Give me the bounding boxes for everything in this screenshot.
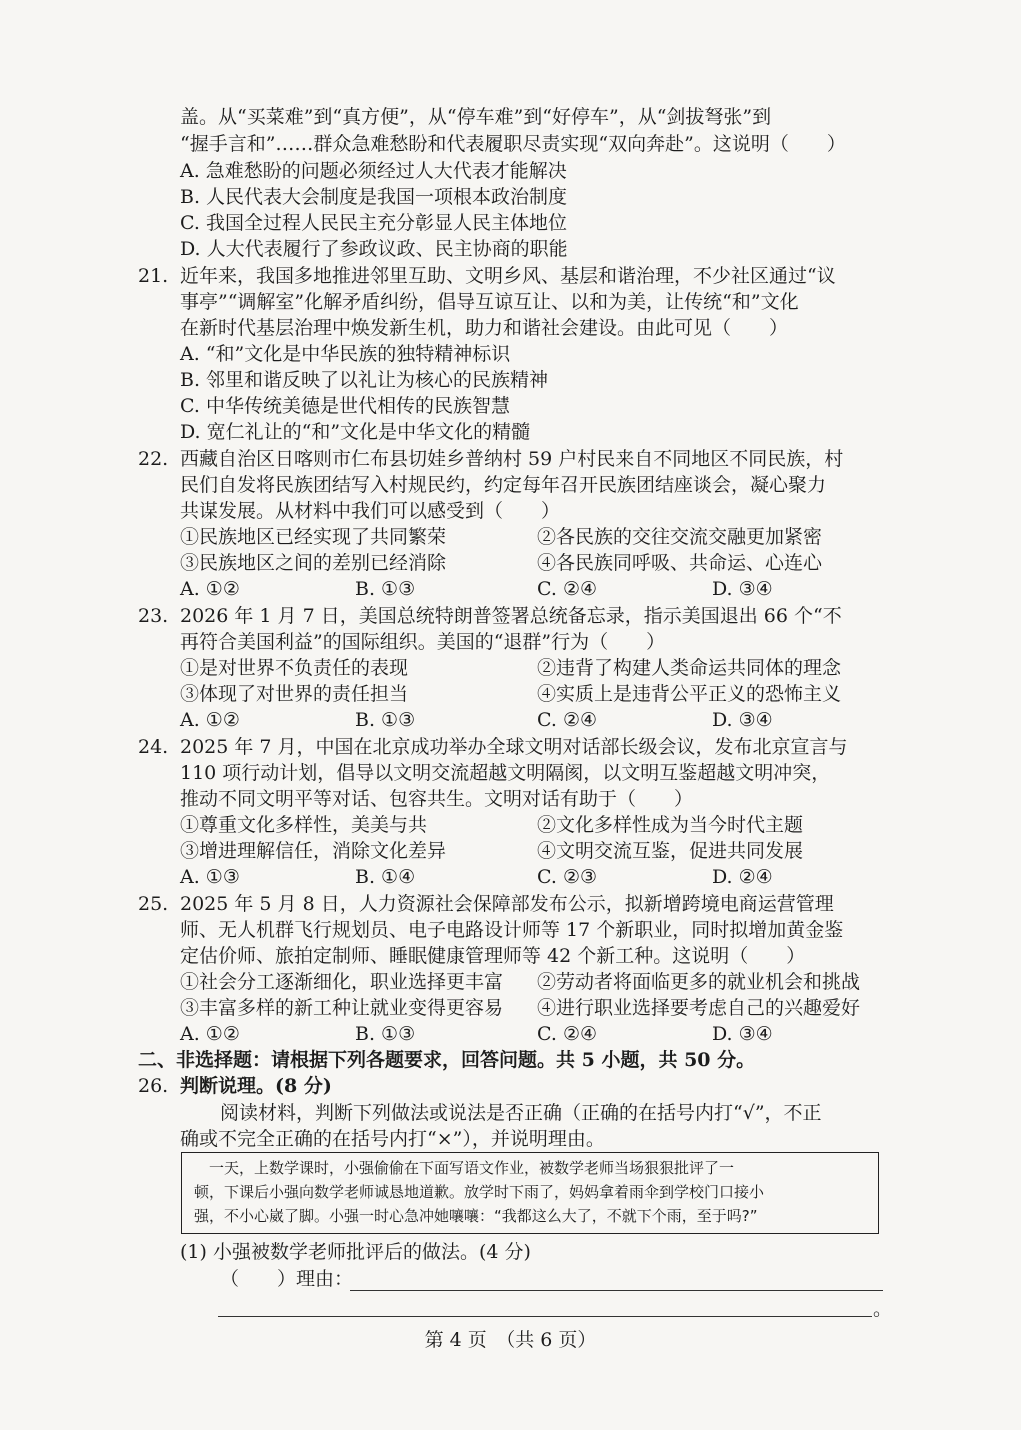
q25-item-4: ④进行职业选择要考虑自己的兴趣爱好 — [537, 997, 861, 1019]
q21-line-2: 事亭”“调解室”化解矛盾纠纷，倡导互谅互让、以和为美，让传统“和”文化 — [180, 291, 799, 313]
q26-instruction-1: 阅读材料，判断下列做法或说法是否正确（正确的在括号内打“√”，不正 — [220, 1102, 822, 1124]
q25-item-3: ③丰富多样的新工种让就业变得更容易 — [180, 997, 504, 1019]
q21-option-a: A. “和”文化是中华民族的独特精神标识 — [180, 343, 511, 365]
q25-choice-a: A. ①② — [180, 1023, 240, 1045]
q21-option-c: C. 中华传统美德是世代相传的民族智慧 — [180, 395, 510, 417]
q25-number: 25. — [138, 893, 169, 915]
q24-choice-c: C. ②③ — [537, 866, 598, 888]
q22-choice-d: D. ③④ — [712, 578, 773, 600]
material-line-2: 顿，下课后小强向数学老师诚恳地道歉。放学时下雨了，妈妈拿着雨伞到学校门口接小 — [194, 1183, 765, 1201]
q22-choice-b: B. ①③ — [355, 578, 416, 600]
q21-line-3: 在新时代基层治理中焕发新生机，助力和谐社会建设。由此可见（ ） — [180, 317, 789, 339]
q24-choice-d: D. ②④ — [712, 866, 773, 888]
q26-subquestion-1: (1) 小强被数学老师批评后的做法。(4 分) — [180, 1241, 531, 1263]
page-footer: 第 4 页 （共 6 页） — [424, 1329, 597, 1351]
q21-number: 21. — [138, 265, 169, 287]
q26-number: 26. — [138, 1075, 169, 1097]
intro-option-b: B. 人民代表大会制度是我国一项根本政治制度 — [180, 186, 568, 208]
q23-choice-d: D. ③④ — [712, 709, 773, 731]
q22-line-1: 西藏自治区日喀则市仁布县切娃乡普纳村 59 户村民来自不同地区不同民族，村 — [180, 448, 844, 470]
intro-option-c: C. 我国全过程人民民主充分彰显人民主体地位 — [180, 212, 567, 234]
q25-choice-c: C. ②④ — [537, 1023, 598, 1045]
q23-item-1: ①是对世界不负责任的表现 — [180, 657, 409, 679]
q24-line-2: 110 项行动计划，倡导以文明交流超越文明隔阂，以文明互鉴超越文明冲突， — [180, 762, 831, 784]
q25-choice-d: D. ③④ — [712, 1023, 773, 1045]
q26-instruction-2: 确或不完全正确的在括号内打“×”），并说明理由。 — [180, 1128, 605, 1150]
q24-choice-a: A. ①③ — [180, 866, 240, 888]
q22-number: 22. — [138, 448, 169, 470]
intro-option-a: A. 急难愁盼的问题必须经过人大代表才能解决 — [180, 160, 567, 182]
intro-option-d: D. 人大代表履行了参政议政、民主协商的职能 — [180, 238, 568, 260]
q23-choice-b: B. ①③ — [355, 709, 416, 731]
q25-choice-b: B. ①③ — [355, 1023, 416, 1045]
q26-title: 判断说理。(8 分) — [180, 1075, 332, 1097]
q22-line-3: 共谋发展。从材料中我们可以感受到（ ） — [180, 500, 561, 522]
q24-line-3: 推动不同文明平等对话、包容共生。文明对话有助于（ ） — [180, 788, 694, 810]
q24-item-2: ②文化多样性成为当今时代主题 — [537, 814, 804, 836]
material-box — [181, 1152, 879, 1234]
q23-line-1: 2026 年 1 月 7 日，美国总统特朗普签署总统备忘录，指示美国退出 66 个“不 — [180, 605, 842, 627]
q24-number: 24. — [138, 736, 169, 758]
q22-line-2: 民们自发将民族团结写入村规民约，约定每年召开民族团结座谈会，凝心聚力 — [180, 474, 827, 496]
q22-item-2: ②各民族的交往交流交融更加紧密 — [537, 526, 823, 548]
q25-item-1: ①社会分工逐渐细化，职业选择更丰富 — [180, 971, 504, 993]
intro-line-1: 盖。从“买菜难”到“真方便”，从“停车难”到“好停车”，从“剑拔弩张”到 — [180, 106, 772, 128]
material-line-1: 一天，上数学课时，小强偷偷在下面写语文作业，被数学老师当场狠狠批评了一 — [194, 1159, 735, 1177]
answer-end-mark: 。 — [873, 1298, 893, 1320]
q25-line-2: 师、无人机群飞行规划员、电子电路设计师等 17 个新职业，同时拟增加黄金鉴 — [180, 919, 844, 941]
q23-item-4: ④实质上是违背公平正义的恐怖主义 — [537, 683, 842, 705]
q23-number: 23. — [138, 605, 169, 627]
q22-choice-c: C. ②④ — [537, 578, 598, 600]
q23-item-2: ②违背了构建人类命运共同体的理念 — [537, 657, 842, 679]
q25-item-2: ②劳动者将面临更多的就业机会和挑战 — [537, 971, 861, 993]
q24-item-4: ④文明交流互鉴，促进共同发展 — [537, 840, 804, 862]
q22-choice-a: A. ①② — [180, 578, 240, 600]
material-line-3: 强，不小心崴了脚。小强一时心急冲她嚷嚷：“我都这么大了，不就下个雨，至于吗?” — [194, 1207, 758, 1225]
q23-choice-c: C. ②④ — [537, 709, 598, 731]
q22-item-1: ①民族地区已经实现了共同繁荣 — [180, 526, 447, 548]
q24-line-1: 2025 年 7 月，中国在北京成功举办全球文明对话部长级会议，发布北京宣言与 — [180, 736, 848, 758]
q21-line-1: 近年来，我国多地推进邻里互助、文明乡风、基层和谐治理，不少社区通过“议 — [180, 265, 836, 287]
q25-line-1: 2025 年 5 月 8 日，人力资源社会保障部发布公示，拟新增跨境电商运营管理 — [180, 893, 834, 915]
q22-item-3: ③民族地区之间的差别已经消除 — [180, 552, 447, 574]
intro-line-2: “握手言和”……群众急难愁盼和代表履职尽责实现“双向奔赴”。这说明（ ） — [180, 133, 846, 155]
answer-label: （ ）理由： — [220, 1268, 354, 1290]
q23-line-2: 再符合美国利益”的国际组织。美国的“退群”行为（ ） — [180, 631, 666, 653]
q23-choice-a: A. ①② — [180, 709, 240, 731]
q24-item-1: ①尊重文化多样性，美美与共 — [180, 814, 428, 836]
section-2-title: 二、非选择题：请根据下列各题要求，回答问题。共 5 小题，共 50 分。 — [138, 1049, 756, 1071]
q21-option-d: D. 宽仁礼让的“和”文化是中华文化的精髓 — [180, 421, 531, 443]
q23-item-3: ③体现了对世界的责任担当 — [180, 683, 409, 705]
q21-option-b: B. 邻里和谐反映了以礼让为核心的民族精神 — [180, 369, 549, 391]
q24-choice-b: B. ①④ — [355, 866, 416, 888]
answer-line-2[interactable] — [218, 1316, 872, 1317]
q24-item-3: ③增进理解信任，消除文化差异 — [180, 840, 447, 862]
answer-line-1[interactable] — [350, 1290, 883, 1291]
q25-line-3: 定估价师、旅拍定制师、睡眠健康管理师等 42 个新工种。这说明（ ） — [180, 945, 806, 967]
q22-item-4: ④各民族同呼吸、共命运、心连心 — [537, 552, 823, 574]
